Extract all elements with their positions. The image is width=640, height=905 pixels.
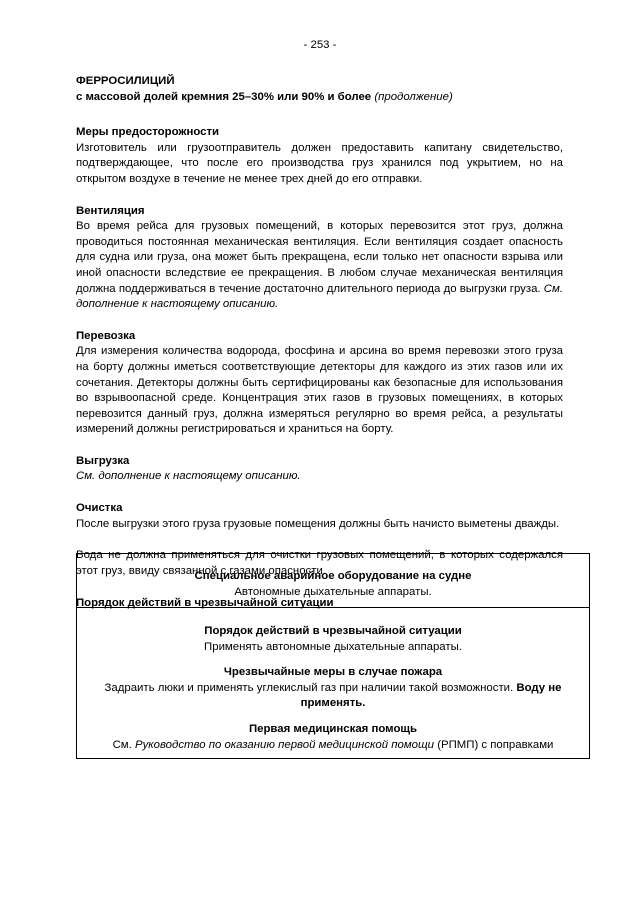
ventilation-text: Во время рейса для грузовых помещений, в которых перевозится этот груз, должна проводиться постоянная механическая вентиляция. Если вентиляция создает опасность для судна или груза, она может быть прекращена, если только нет опасности взрыва или иной опасности вследствие ее прекращения. В любом случае механическая вентиляция должна поддерживаться в течение достаточно длительного периода до выгрузки груза. [76,220,563,295]
cleaning-text-2: Вода не должна применяться для очистки грузовых помещений, в которых содержался этот груз, ввиду связанной с газами опасности. [76,549,563,577]
emergency-box [76,553,590,759]
carriage-text: Для измерения количества водорода, фосфина и арсина во время перевозки этого груза на борту должны иметься соответствующие детекторы для каждого из этих газов или их сочетания. Детекторы должны быть сертифицированы как безопасные для использования во взрывоопасной среде. Концентрация этих газов в грузовых помещениях, в которых перевозится данный груз, должна измеряться регулярно во время рейса, а результаты измерений должны регистрироваться и храниться на борту. [76,345,563,436]
medical-prefix: См. [112,738,132,751]
fire-bold-text: Воду не применять. [300,681,562,710]
page-number: - 253 - [303,39,337,51]
section-discharge [76,454,563,485]
equipment-heading: Специальное аварийное оборудование на судне [194,570,472,582]
precautions-text: Изготовитель или грузоотправитель должен предоставить капитану свидетельство, подтверждающее, что после его производства груз хранился под укрытием, но на открытом воздухе в течение не менее трех дней до его отправки. [76,141,563,185]
section-precautions [76,125,563,187]
cleaning-text-1: После выгрузки этого груза грузовые помещения должны быть начисто выметены дважды. [76,517,560,530]
emergency-equipment-cell [77,554,589,608]
discharge-paragraph [76,469,563,485]
procedures-heading: Порядок действий в чрезвычайной ситуации [204,625,462,637]
fire-heading: Чрезвычайные меры в случае пожара [223,666,443,679]
section-heading-carriage: Перевозка [76,329,136,342]
document-body [76,74,563,612]
emergency-heading: Порядок действий в чрезвычайной ситуации [76,597,334,610]
cargo-title: ФЕРРОСИЛИЦИЙ [76,75,175,87]
section-heading-discharge: Выгрузка [76,454,130,467]
medical-suffix: (РПМП) с поправками [437,738,554,751]
medical-block [85,722,581,753]
equipment-text: Автономные дыхательные аппараты. [234,585,432,598]
section-heading-cleaning: Очистка [76,502,123,515]
cargo-subtitle-note: (продолжение) [374,90,453,103]
procedures-text: Применять автономные дыхательные аппараты. [204,640,462,653]
ventilation-paragraph [76,219,563,313]
fire-text: Задраить люки и применять углекислый газ при наличии такой возможности. [104,681,514,694]
emergency-actions-cell [77,608,589,753]
fire-block [85,665,581,712]
cargo-subtitle-text: с массовой долей кремния 25–30% или 90% и более [76,90,372,103]
discharge-note: См. дополнение к настоящему описанию. [76,470,301,483]
medical-guide-title: Руководство по оказанию первой медицинской помощи [134,738,435,751]
section-heading-precautions: Меры предосторожности [76,126,220,139]
section-ventilation [76,204,563,313]
medical-text-line [85,738,581,754]
fire-text-line [85,681,581,712]
ventilation-note: См. дополнение к настоящему описанию. [76,282,563,311]
medical-heading: Первая медицинская помощь [248,722,418,735]
cargo-subtitle [76,90,563,106]
section-heading-ventilation: Вентиляция [76,204,145,217]
procedures-block [85,624,581,655]
section-carriage [76,329,563,438]
